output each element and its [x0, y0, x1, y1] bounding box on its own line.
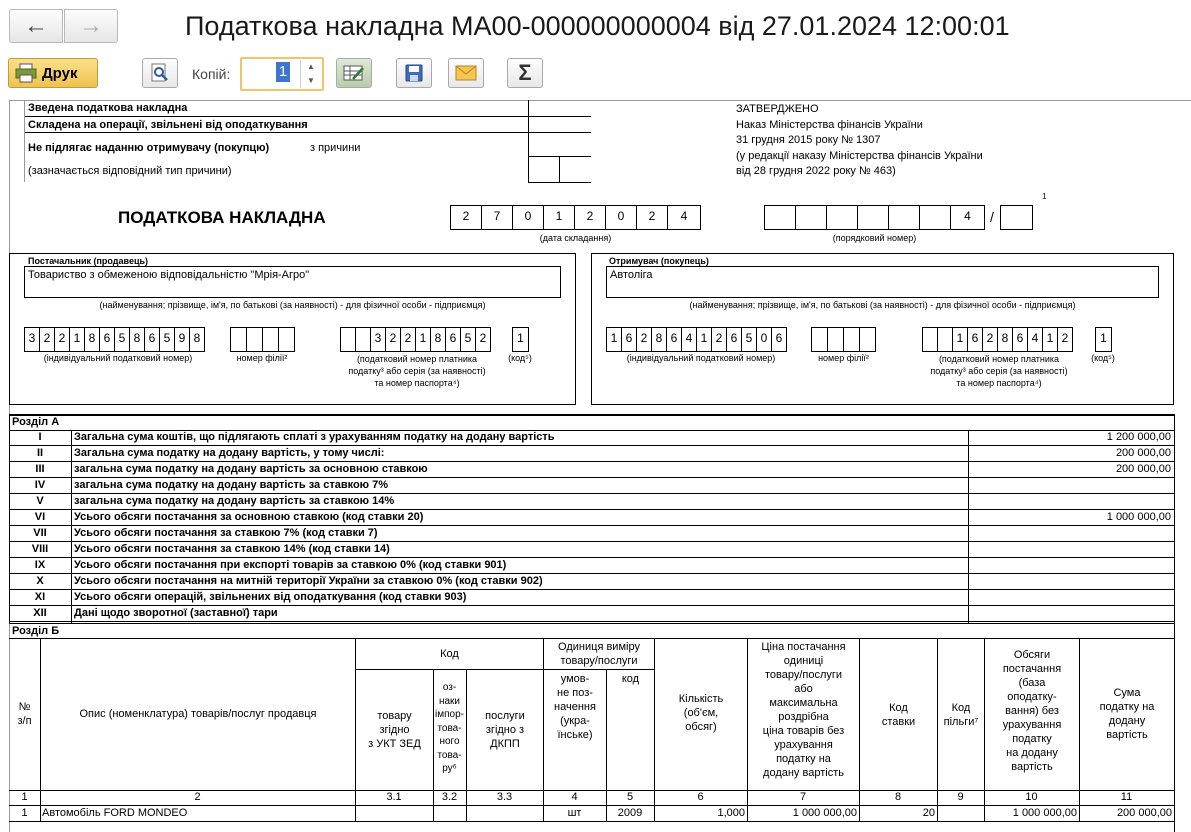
section-a-row-text: Усього обсяги постачання за ставкою 7% (код ставки 7): [74, 527, 378, 539]
seller-ipn-caption: (індивідуальний податковий номер): [43, 353, 193, 363]
section-a-row: [9, 494, 1174, 510]
window-title: Податкова накладна МА00-000000000004 від 27.01.2024 12:00:01: [185, 11, 1010, 41]
buyer-code-caption: (код⁵): [1091, 353, 1115, 363]
section-a-row-text: Загальна сума податку на додану вартість, у тому числі:: [74, 447, 385, 459]
copies-value[interactable]: 1: [276, 62, 290, 82]
edit-table-icon: [343, 64, 365, 82]
number-digit: [857, 205, 889, 230]
section-a-row: [9, 430, 1174, 446]
section-b-cell-qty: 1,000: [717, 807, 745, 819]
section-a-row-text: Усього обсяги постачання за основною ставкою (код ставки 20): [74, 511, 424, 523]
buyer-tax-digit: 4: [1027, 327, 1043, 352]
hdr-unit-code: код: [621, 673, 640, 685]
hdr-code: Код: [440, 648, 459, 660]
sum-button[interactable]: [507, 58, 543, 88]
section-a-row-value: 1 000 000,00: [1106, 511, 1171, 523]
section-a-row-number: II: [36, 447, 44, 459]
seller-tax-caption-1: (податковий номер платника: [356, 354, 478, 364]
seller-ipn-digit: 9: [174, 327, 190, 352]
seller-tax-caption-2: податку³ або серія (за наявності): [348, 366, 486, 376]
section-a-row-value: 200 000,00: [1115, 463, 1171, 475]
hdr-code-uktzed: товару згідно з УКТ ЗЕД: [368, 710, 421, 750]
date-digit: 4: [667, 205, 701, 230]
save-button[interactable]: [396, 58, 432, 88]
section-b-cell-desc: Автомобіль FORD MONDEO: [42, 807, 188, 819]
flag-exempt: Складена на операції, звільнені від оподаткування: [28, 119, 308, 131]
column-number: 9: [957, 791, 964, 803]
hdr-code-dkpp: послуги згідно з ДКПП: [485, 710, 525, 750]
seller-name-caption: (найменування; прізвище, ім'я, по батькові (за наявності) - для фізичної особи - підприємця): [99, 300, 486, 310]
seller-tax-digit: 1: [415, 327, 431, 352]
buyer-tax-caption: [918, 353, 1080, 389]
preview-button[interactable]: [142, 58, 178, 88]
seller-tax-digit: 8: [430, 327, 446, 352]
arrow-right-icon: →: [79, 12, 103, 39]
buyer-tax-digit: 6: [967, 327, 983, 352]
seller-ipn-digit: 2: [39, 327, 55, 352]
section-a-row-text: Усього обсяги операцій, звільнених від оподаткування (код ставки 903): [74, 591, 467, 603]
number-slash: /: [990, 209, 994, 225]
section-b-cell-vat: 200 000,00: [1116, 807, 1172, 819]
number-digit: [919, 205, 951, 230]
approved-line-4: (у редакції наказу Міністерства фінансів України: [736, 149, 983, 162]
buyer-ipn-digit: 6: [771, 327, 787, 352]
approved-block: [736, 102, 983, 180]
column-number: 11: [1120, 791, 1133, 803]
seller-ipn-digit: 5: [114, 327, 130, 352]
approved-line-1: ЗАТВЕРДЖЕНО: [736, 103, 819, 115]
section-a-row-text: Усього обсяги постачання за ставкою 14% (код ставки 14): [74, 543, 390, 555]
section-b-cell-price: 1 000 000,00: [792, 807, 857, 819]
buyer-ipn-digit: 6: [621, 327, 637, 352]
buyer-name-caption: (найменування; прізвище, ім'я, по батькові (за наявності) - для фізичної особи - підприємця): [689, 300, 1076, 310]
edit-button[interactable]: [336, 58, 372, 88]
hdr-unit: Одиниця виміру товару/послуги: [558, 641, 640, 667]
seller-tax-digit: 2: [400, 327, 416, 352]
section-a-row-number: VI: [34, 511, 46, 523]
approved-line-5: від 28 грудня 2022 року № 463): [736, 165, 896, 177]
hdr-rate: Код ставки: [881, 702, 916, 728]
seller-tax-digit: 6: [445, 327, 461, 352]
column-number: 3.1: [386, 791, 402, 803]
copies-spinner[interactable]: [300, 60, 321, 88]
section-a-title: Розділ А: [12, 416, 60, 428]
seller-ipn-digit: 5: [159, 327, 175, 352]
seller-tax-digit: [355, 327, 371, 352]
buyer-ipn-digit: 6: [726, 327, 742, 352]
seller-code: 1: [512, 327, 529, 352]
date-digit: 0: [605, 205, 637, 230]
print-button[interactable]: [8, 58, 98, 88]
section-a-row: [9, 606, 1174, 622]
column-number: 3.3: [496, 791, 513, 803]
section-a-row-value: 1 200 000,00: [1106, 431, 1171, 443]
date-digit: 2: [574, 205, 606, 230]
column-number: 8: [894, 791, 902, 803]
buyer-tax-digit: 2: [982, 327, 998, 352]
flag-not-given: Не підлягає наданню отримувачу (покупцю): [28, 142, 270, 154]
section-a-row-number: VIII: [31, 543, 49, 555]
date-digit: 2: [636, 205, 668, 230]
section-a-row: [9, 526, 1174, 542]
document-heading: ПОДАТКОВА НАКЛАДНА: [118, 208, 326, 227]
buyer-ipn-caption: (індивідуальний податковий номер): [626, 353, 776, 363]
seller-branch-cell: [262, 327, 279, 352]
section-a-row-number: V: [36, 495, 44, 507]
section-a-row-number: X: [36, 575, 44, 587]
buyer-branch-cell: [811, 327, 828, 352]
number-digit: [888, 205, 920, 230]
hdr-desc: Опис (номенклатура) товарів/послуг продавця: [79, 708, 317, 720]
buyer-ipn-digit: 0: [756, 327, 772, 352]
buyer-ipn-digit: 1: [696, 327, 712, 352]
section-a-row-number: III: [35, 463, 45, 475]
section-a-row: [9, 558, 1174, 574]
buyer-tax-digit: 1: [1042, 327, 1058, 352]
number-digit: [826, 205, 858, 230]
section-a-row: [9, 542, 1174, 558]
section-a-row-text: загальна сума податку на додану вартість за ставкою 7%: [74, 479, 389, 491]
column-number: 6: [697, 791, 704, 803]
section-a-row-text: загальна сума податку на додану вартість за ставкою 14%: [74, 495, 395, 507]
hdr-benefit: Код пільги⁷: [943, 702, 979, 728]
seller-tax-digit: 3: [370, 327, 386, 352]
buyer-label: Отримувач (покупець): [609, 256, 709, 266]
section-a-row: [9, 574, 1174, 590]
section-b-cell-n: 1: [21, 807, 28, 819]
section-a-row-text: Дані щодо зворотної (заставної) тари: [74, 607, 278, 619]
buyer-tax-digit: 8: [997, 327, 1013, 352]
section-a-row: [9, 478, 1174, 494]
printer-icon: [15, 63, 37, 83]
buyer-tax-digit: [937, 327, 953, 352]
seller-tax-digit: 2: [385, 327, 401, 352]
seller-branch-cell: [278, 327, 295, 352]
section-a-row-number: IX: [34, 559, 46, 571]
approved-line-2: Наказ Міністерства фінансів України: [736, 118, 923, 131]
hdr-num: № з/п: [17, 701, 32, 727]
buyer-ipn-digit: 2: [711, 327, 727, 352]
buyer-ipn-digit: 4: [681, 327, 697, 352]
section-a-row: [9, 462, 1174, 478]
envelope-icon: [455, 65, 477, 81]
section-a-row-value: 200 000,00: [1115, 447, 1171, 459]
seller-branch-caption: номер філії²: [236, 353, 288, 363]
buyer-ipn-digit: 2: [636, 327, 652, 352]
column-number: 2: [194, 791, 201, 803]
number-superscript: 1: [1042, 192, 1047, 201]
hdr-code-import: оз- наки імпор- това- ного това- ру⁶: [435, 682, 464, 774]
section-a-row-number: VII: [33, 527, 47, 539]
buyer-tax-digit: 1: [952, 327, 968, 352]
seller-ipn-digit: 6: [99, 327, 115, 352]
section-a-row-text: Загальна сума коштів, що підлягають сплаті з урахуванням податку на додану вартість: [74, 431, 555, 443]
seller-tax-digit: [340, 327, 356, 352]
column-number: 10: [1025, 791, 1038, 803]
section-b-cell-unit-code: 2009: [617, 807, 643, 819]
buyer-tax-digit: 2: [1057, 327, 1073, 352]
seller-tax-caption: [336, 353, 498, 389]
date-caption: (дата складання): [539, 233, 612, 243]
print-label: Друк: [42, 64, 78, 82]
seller-tax-digit: 2: [475, 327, 491, 352]
seller-ipn-digit: 3: [24, 327, 40, 352]
sigma-icon: Σ: [518, 60, 532, 85]
email-button[interactable]: [448, 58, 484, 88]
hdr-vat: Сума податку на додану вартість: [1099, 687, 1155, 741]
column-number: 3.2: [441, 791, 458, 803]
section-a-row-text: загальна сума податку на додану вартість за основною ставкою: [74, 463, 428, 475]
back-button[interactable]: [9, 9, 63, 43]
date-digit: 1: [543, 205, 575, 230]
buyer-name: Автоліга: [606, 266, 1159, 298]
number-branch-cell: [1000, 205, 1033, 230]
hdr-volume: Обсяги постачання (база оподатку- вання) без урахування податку на додану вартість: [1002, 649, 1062, 773]
section-b-cell-rate: 20: [922, 807, 935, 819]
section-a-row: [9, 446, 1174, 462]
seller-ipn-digit: 8: [129, 327, 145, 352]
floppy-disk-icon: [404, 63, 424, 83]
buyer-tax-digit: 6: [1012, 327, 1028, 352]
copies-label: Копій:: [192, 66, 231, 82]
buyer-branch-caption: номер філії²: [818, 353, 869, 363]
section-b-cell-volume: 1 000 000,00: [1012, 807, 1077, 819]
hdr-unit-name: умов- не поз- начення (укра- їнське): [554, 673, 596, 741]
section-a-row-number: XII: [33, 607, 47, 619]
seller-ipn-digit: 1: [69, 327, 85, 352]
column-number: 4: [571, 791, 578, 803]
buyer-branch-cell: [859, 327, 876, 352]
number-digit: [764, 205, 796, 230]
forward-button[interactable]: [64, 9, 118, 43]
seller-code-caption: (код⁵): [508, 353, 532, 363]
section-a-row-number: I: [38, 431, 42, 443]
spin-down-icon[interactable]: ▼: [307, 76, 315, 85]
hdr-price: Ціна постачання одиниці товару/послуги або максимальна роздрібна ціна товарів без урахування податку на додану вартість: [761, 641, 846, 779]
approved-line-3: 31 грудня 2015 року № 1307: [736, 134, 881, 146]
column-number: 7: [799, 791, 807, 803]
number-digit: [795, 205, 827, 230]
section-a-row: [9, 590, 1174, 606]
buyer-ipn-digit: 5: [741, 327, 757, 352]
seller-ipn-digit: 8: [84, 327, 100, 352]
number-caption: (порядковий номер): [832, 233, 917, 243]
section-a-row: [9, 510, 1174, 526]
section-b-title: Розділ Б: [12, 625, 60, 637]
flag-consolidated: Зведена податкова накладна: [28, 102, 188, 114]
spin-up-icon[interactable]: ▲: [307, 62, 315, 71]
buyer-branch-cell: [827, 327, 844, 352]
seller-tax-digit: 5: [460, 327, 476, 352]
section-b-cell-unit: шт: [567, 807, 582, 819]
buyer-ipn-digit: 8: [651, 327, 667, 352]
buyer-tax-caption-3: та номер паспорта⁴): [956, 378, 1042, 388]
seller-ipn-digit: 8: [189, 327, 205, 352]
seller-ipn-digit: 6: [144, 327, 160, 352]
buyer-code: 1: [1095, 327, 1112, 352]
column-number: 5: [626, 791, 634, 803]
reason-label: з причини: [310, 142, 361, 154]
buyer-branch-cell: [843, 327, 860, 352]
seller-tax-caption-3: та номер паспорта⁴): [374, 378, 460, 388]
reason-hint: (зазначається відповідний тип причини): [28, 165, 232, 177]
buyer-ipn-digit: 6: [666, 327, 682, 352]
section-a-row-text: Усього обсяги постачання на митній території України за ставкою 0% (код ставки 902): [74, 575, 543, 587]
seller-branch-cell: [230, 327, 247, 352]
buyer-ipn-digit: 1: [606, 327, 622, 352]
arrow-left-icon: ←: [24, 12, 48, 39]
seller-ipn-digit: 2: [54, 327, 70, 352]
seller-label: Постачальник (продавець): [28, 256, 149, 266]
buyer-tax-digit: [922, 327, 938, 352]
column-number: 1: [21, 791, 28, 803]
section-a-row-text: Усього обсяги постачання при експорті товарів за ставкою 0% (код ставки 901): [74, 559, 507, 571]
section-a-row-number: XI: [34, 591, 46, 603]
buyer-tax-caption-1: (податковий номер платника: [938, 354, 1060, 364]
date-digit: 7: [481, 205, 513, 230]
magnifier-icon: [150, 63, 170, 83]
buyer-tax-caption-2: податку³ або серія (за наявності): [930, 366, 1068, 376]
date-digit: 0: [512, 205, 544, 230]
section-a-row-number: IV: [34, 479, 46, 491]
hdr-qty: Кількість (об'єм, обсяг): [678, 693, 724, 733]
number-digit: 4: [950, 205, 985, 230]
seller-name: Товариство з обмеженою відповідальністю "Мрія-Агро": [24, 266, 561, 298]
seller-branch-cell: [246, 327, 263, 352]
date-digit: 2: [450, 205, 482, 230]
